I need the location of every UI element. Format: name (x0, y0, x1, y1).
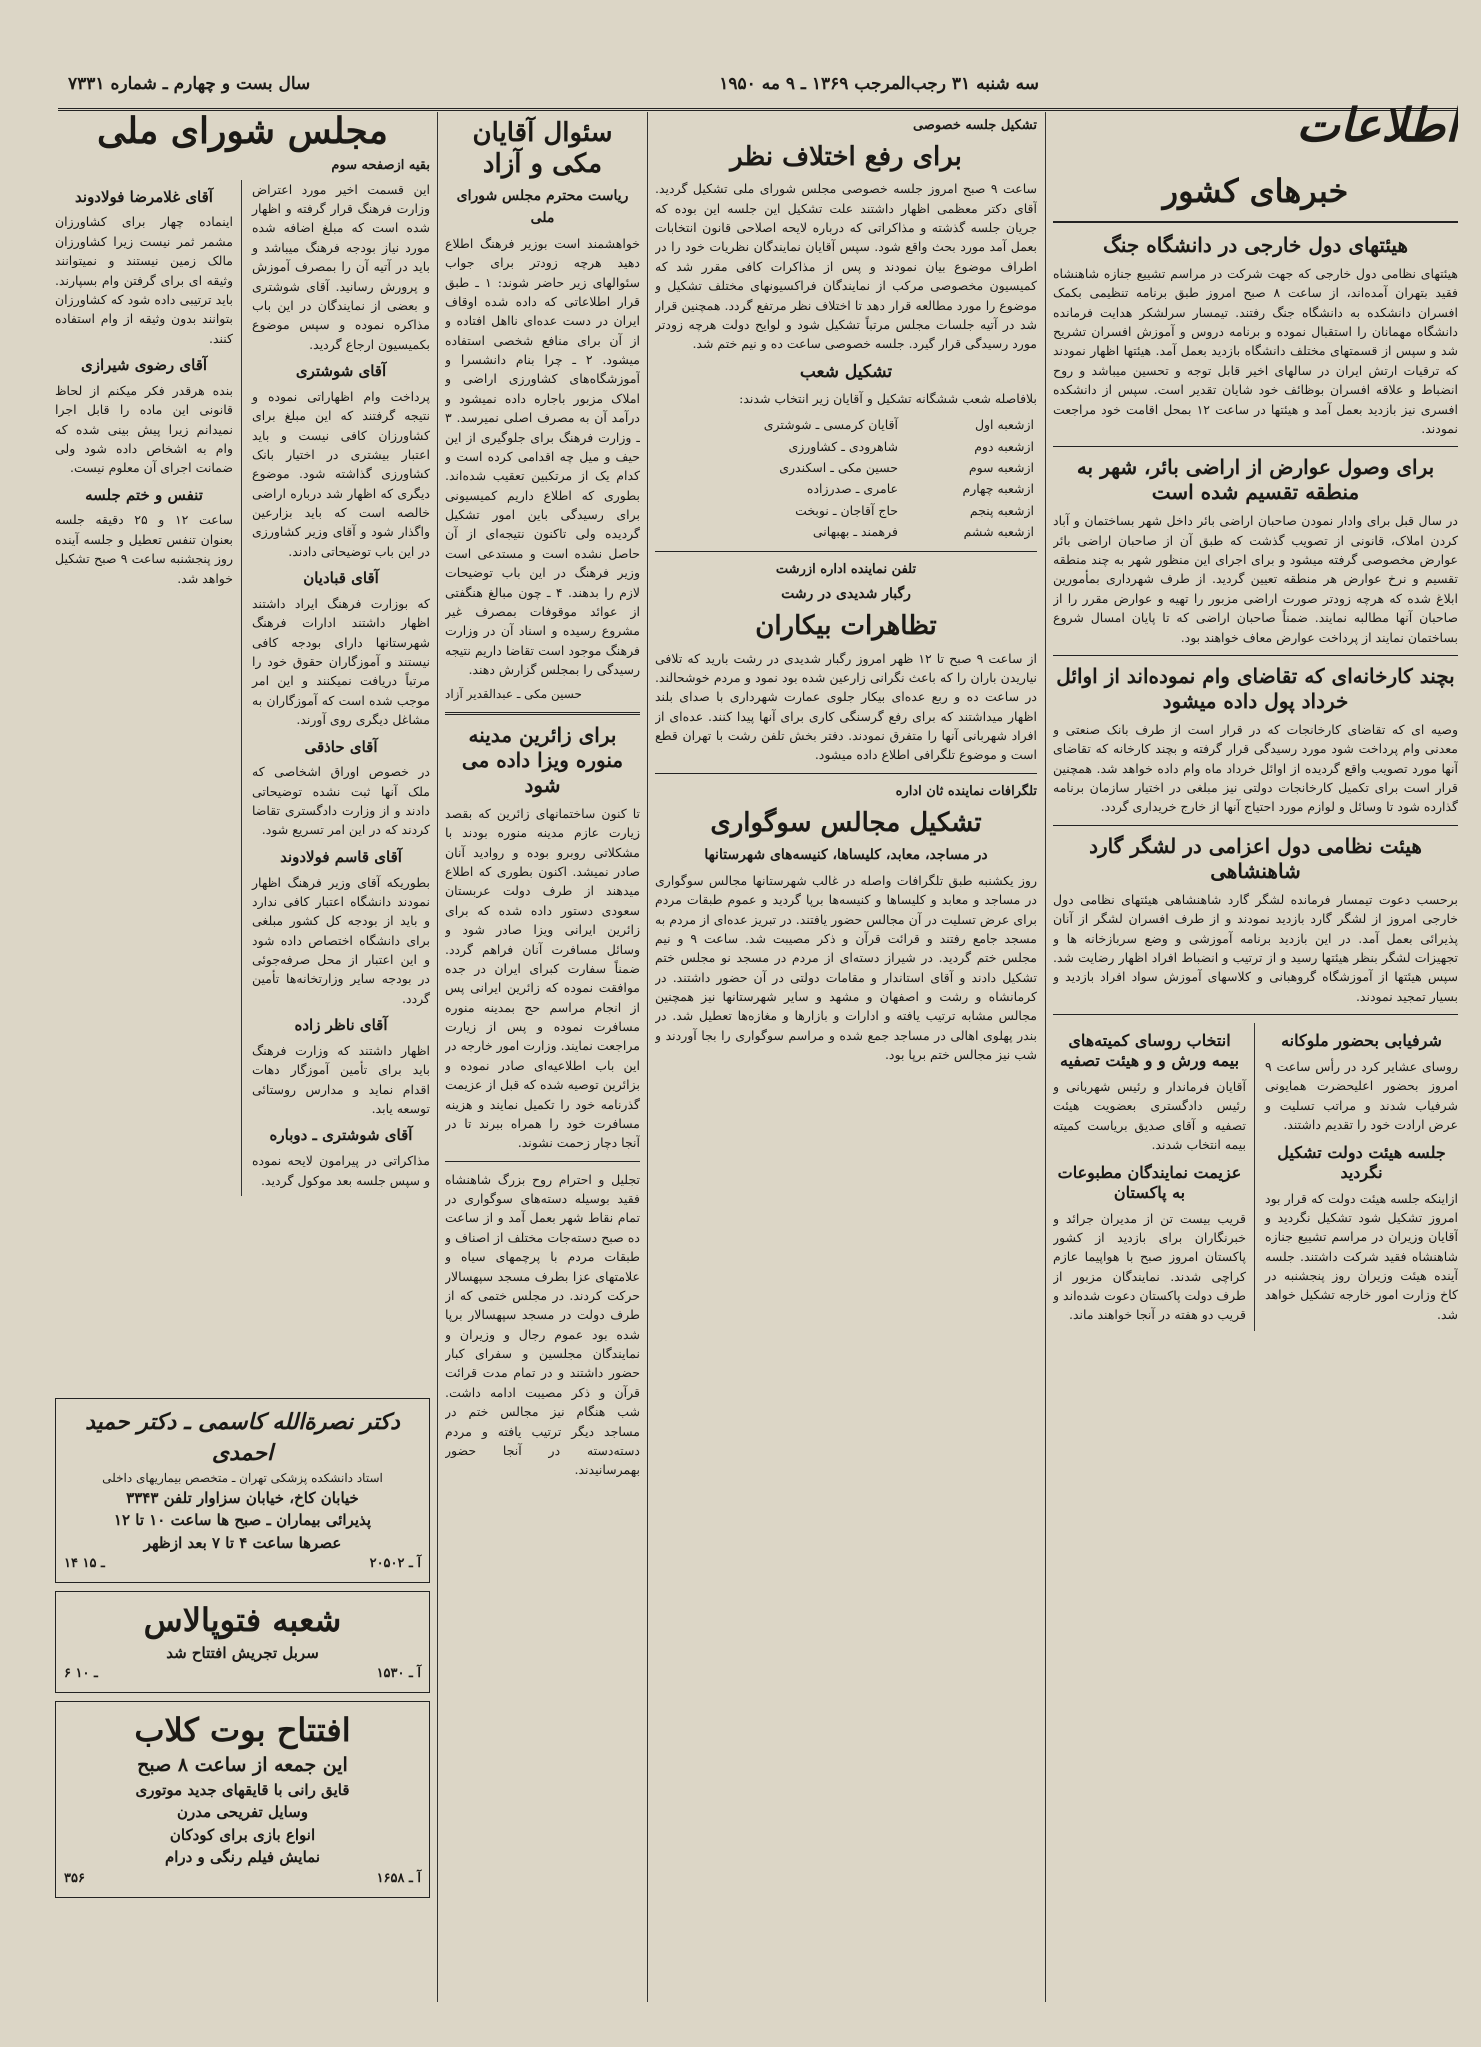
shifts-intro: بلافاصله شعب ششگانه تشکیل و آقایان زیر انتخاب شدند: (739, 390, 1037, 406)
shoba-cell: ازشعبه پنجم (969, 502, 1034, 518)
article-body: این قسمت اخیر مورد اعتراض وزارت فرهنگ قرار گرفته و اظهار شده است که مبلغ اضافه شده مورد نیاز بودجه فرهنگ میباشد و باید در آتیه آن را بمصرف آموزش و پرورش رسانید. آقای شوشتری و بعضی از نمایندگان در این باب مذاکره نموده و سپس موضوع بکمیسیون ارجاع گردید. (252, 181, 430, 352)
names-cell: آقایان کرمسی ـ شوشتری (763, 417, 899, 433)
article-heading: تظاهرات بیکاران (755, 611, 937, 642)
bottom-articles (1053, 1023, 1458, 1331)
doctor-codes (64, 1554, 421, 1574)
article-body: اظهار داشتند که وزارت فرهنگ باید برای تأمین آموزگار دهات اقدام نماید و مدارس روستائی توسعه یابد. (252, 1042, 430, 1117)
article-body: اینماده چهار برای کشاورزان مشمر ثمر نیست زیرا کشاورزان مالک زمین نیستند و نمیتوانند وثیقه ای برای گرفتن وام بسپارند. باید ترتیبی داده شود که کشاورزان بتوانند بدون وثیقه از وام استفاده کنند. (55, 214, 233, 346)
article-body: روسای عشایر کرد در رأس ساعت ۹ امروز بحضور اعلیحضرت همایونی شرفیاب شدند و مراتب تسلیت و عرض ارادت خود را تقدیم داشتند. (1265, 1059, 1458, 1133)
column-rule (437, 112, 438, 2002)
column-rule (1045, 112, 1046, 2002)
newspaper-logo: اطلاعات (1296, 98, 1458, 152)
doctor-address: خیابان کاخ، خیابان سزاوار تلفن ۳۳۴۳ (126, 1488, 359, 1507)
doctor-names: دکتر نصرة‌الله کاسمی ـ دکتر حمید احمدی (85, 1409, 400, 1466)
ad-subheading: این جمعه از ساعت ۸ صبح (137, 1754, 348, 1777)
ad-line: وسایل تفریحی مدرن (177, 1803, 308, 1822)
speaker-heading: آقای غلامرضا فولادوند (75, 187, 213, 206)
article-body: مذاکراتی در پیرامون لایحه نموده و سپس جلسه بعد موکول گردید. (252, 1153, 430, 1188)
boat-club-codes (64, 1869, 421, 1889)
ad-heading: شعبه فتوپالاس (143, 1601, 342, 1640)
ad-code: آ ـ ۱۶۵۸ (376, 1870, 421, 1886)
article-heading: هیئتهای دول خارجی در دانشگاه جنگ (1102, 232, 1409, 257)
article-heading: عزیمت نمایندگان مطبوعات به پاکستان (1057, 1162, 1242, 1202)
column-rule (647, 112, 648, 2002)
article-body: بطوریکه آقای وزیر فرهنگ اظهار نمودند دانشگاه اعتبار کافی ندارد و باید از بودجه کل کشور مبلغی برای دانشگاه اختصاص داده شود و این اعتبار از محل صرفه‌جوئی در بودجه سایر وزارتخانه‌ها تأمین گردد. (252, 874, 430, 1006)
article-body: ساعت ۹ صبح امروز جلسه خصوصی مجلس شورای ملی تشکیل گردید. آقای دکتر معظمی اظهار داشتند علت تشکیل این جلسه این بوده که جریان جلسه گذشته و مذاکراتی که درباره لایحه اصلاحی قانون انتخابات بعمل آمد مورد بحث واقع شود. سپس آقایان نمایندگان نظریات خود را در اطراف موضوع بیان نمودند و پس از مذاکرات کافی مقرر شد که کمیسیون مخصوصی مرکب از نمایندگان فراکسیونهای مختلف تشکیل و موضوع را مورد مطالعه قرار دهد تا اختلاف نظر مرتفع گردد. همچنین قرار شد در آتیه جلسات مجلس مرتباً تشکیل شود و لوایح دولت هرچه زودتر مورد رسیدگی قرار گیرد. جلسه خصوصی ساعت ده و نیم ختم شد. (655, 181, 1037, 352)
article-body: پرداخت وام اظهاراتی نموده و نتیجه گرفتند که این مبلغ برای کشاورزان کافی نیست و باید اعتبار بیشتری در اختیار بانک کشاورزی گذاشته شود. موضوع دیگری که اظهار شد درباره اراضی خالصه است که باید بزارعین واگذار شود و آقای وزیر کشاورزی در این باب توضیحاتی دادند. (252, 388, 430, 559)
divider (1053, 655, 1458, 656)
article-heading: برای رفع اختلاف نظر (730, 142, 962, 173)
article-body: از ساعت ۹ صبح تا ۱۲ ظهر امروز رگبار شدیدی در رشت بارید که تلافی نیاریدن باران را که باعث نگرانی زارعین شده بود نمود و مردم خوشحالند. در ساعت ده و ربع عده‌ای بیکار جلوی عمارت شهرداری با صدای بلند اظهار میداشتند که برای رفع گرسنگی کاری برای آنها پیدا کنند. عده‌ای از افراد شهربانی آنها را متفرق نمودند. دفتر بخش تلفن رشت با تهران قطع است و موضوع تلگرافی اطلاع داده میشود. (655, 650, 1037, 763)
divider (1053, 446, 1458, 447)
article-body: وصیه ای که تقاضای کارخانجات که در قرار است از طرف بانک صنعتی و معدنی وام پرداخت شود مورد رسیدگی قرار گرفته و بچند کارخانه که تقاضای آنها مورد تصویب واقع گردیده از اوائل خرداد ماه وام داده خواهد شد. همچنین قرار است برای تکمیل کارخانجات دولتی نیز مبلغی در اختیار سازمان برنامه گذارده شود تا وسائل و لوازم مورد احتیاج آنها از خارج خریداری گردد. (1053, 721, 1458, 815)
names-cell: حاج آقاجان ـ نوبخت (795, 502, 899, 518)
article-heading: جلسه هیئت دولت تشکیل نگردید (1277, 1142, 1446, 1182)
speaker-heading: آقای قاسم فولادوند (280, 847, 402, 866)
bottom-article-left (1053, 1023, 1255, 1331)
article-body: ازاینکه جلسه هیئت دولت که قرار بود امروز تشکیل شود تشکیل نگردید و آقایان وزیران در مراسم تشییع جنازه شاهنشاه فقید شرکت داشتند. جلسه آینده هیئت وزیران روز پنجشنبه در کاخ وزارت امور خارجه تشکیل خواهد شد. (1265, 1190, 1458, 1322)
ad-subheading: سربل تجریش افتتاح شد (166, 1643, 319, 1662)
doctor-title: استاد دانشکده پزشکی تهران ـ متخصص بیماریهای داخلی (102, 1470, 383, 1485)
article-heading: تشکیل مجالس سوگواری (710, 807, 982, 838)
divider (445, 1161, 640, 1162)
ad-line: نمایش فیلم رنگی و درام (164, 1848, 321, 1867)
section-title: خبرهای کشور (1053, 167, 1458, 223)
column-parliament (55, 112, 430, 1312)
article-heading: برای وصول عوارض از اراضی بائر، شهر به منطقه تقسیم شده است (1076, 455, 1435, 505)
shoba-cell: ازشعبه دوم (974, 438, 1034, 454)
article-body: هیئتهای نظامی دول خارجی که جهت شرکت در مراسم تشییع جنازه شاهنشاه فقید بتهران آمده‌اند، از ساعت ۸ صبح امروز طبق برنامه تنظیمی بکمک افسران دانشکده به دانشگاه جنگ رفتند. تیمسار سرلشکر هدایت فرمانده دانشگاه مهمانان را استقبال نموده و برنامه دروس و آموزش افسران تشریح شد و سپس از قسمتهای مختلف دانشگاه بازدید بعمل آمد. هیئتها اظهار نمودند که ترقیات ارتش ایران در سالهای اخیر قابل توجه و تحسین میباشد و روح انضباط و علاقه افسران بوظائف خود شایان تقدیر است. سپس از دانشکده افسری نیز بازدید بعمل آمد و هیئتها در ساعت ۱۲ بمحل اقامت خود مراجعت نمودند. (1053, 265, 1458, 436)
doctor-hours: عصرها ساعت ۴ تا ۷ بعد ازظهر (143, 1533, 342, 1552)
table-row (655, 457, 1037, 478)
parliament-subcolumn-right (252, 180, 430, 1196)
parliament-subcolumn-left (55, 180, 242, 1196)
photo-palace-codes (64, 1664, 421, 1684)
ad-line: انواع بازی برای کودکان (169, 1825, 316, 1844)
article-body: روز یکشنبه طبق تلگرافات واصله در غالب شهرستانها مجالس سوگواری در مساجد و معابد و کلیساها و کنیسه‌ها برپا گردید و عموم طبقات مردم برای عرض تسلیت در آن مجالس حضور یافتند. در تبریز عده‌ای از مردم به مسجد جامع رفتند و قرائت قرآن و ذکر مصیبت شد. ساعت ۹ و نیم مجلس ختم گردید. در شیراز دسته‌ای از مردم در مسجد نو مجلس ختم تشکیل دادند و آقای استاندار و مقامات دولتی در آن حضور داشتند. در کرمانشاه و رشت و اصفهان و مشهد و سایر شهرستانها نیز همچنین مجالس مشابه ترتیب یافته و ادارات و بازارها و مغازه‌ها تعطیل شد. در بندر پهلوی اهالی در مساجد جمع شده و مراسم سوگواری را بجا آوردند و شب نیز مجالس ختم برپا بود. (655, 872, 1037, 1063)
article-kicker: رگبار شدیدی در رشت (781, 585, 911, 602)
divider (1053, 825, 1458, 826)
table-row (655, 414, 1037, 435)
article-body: ساعت ۱۲ و ۲۵ دقیقه جلسه بعنوان تنفس تعطیل و جلسه آینده روز پنجشنبه ساعت ۹ صبح تشکیل خواهد شد. (55, 512, 233, 586)
names-cell: شاهرودی ـ کشاورزی (788, 438, 899, 454)
column-questions (445, 112, 640, 2002)
article-body: در خصوص اوراق اشخاصی که ملک آنها ثبت نشده توضیحاتی دادند و از وزارت دادگستری تقاضا کردند که در این امر تسریع شود. (252, 764, 430, 838)
table-row (655, 521, 1037, 542)
ad-code: ۶ ـ ۱۰ (64, 1666, 98, 1682)
speaker-heading: تنفس و ختم جلسه (85, 485, 203, 504)
ad-heading: افتتاح بوت کلاب (134, 1711, 351, 1750)
divider (655, 773, 1037, 774)
article-heading: شرفیابی بحضور ملوکانه (1281, 1031, 1442, 1051)
ad-code: آ ـ ۱۵۳۰ (376, 1666, 421, 1682)
article-kicker: تلگرافات نماینده ثان اداره (895, 783, 1037, 799)
parliament-subcolumns (55, 180, 430, 1196)
ad-code: ۱۴ ـ ۱۵ (64, 1556, 105, 1572)
article-heading: برای زائرین مدینه منوره ویزا داده می شود (461, 722, 624, 797)
article-heading: بچند کارخانه‌ای که تقاضای وام نموده‌اند از اوائل خرداد پول داده میشود (1056, 663, 1455, 713)
shoba-cell: ازشعبه سوم (968, 460, 1034, 476)
article-body: بنده هرقدر فکر میکنم از لحاظ قانونی این ماده را قابل اجرا نمیدانم زیرا پیش بینی شده که وام به اشخاص داده شود ولی ضمانت اجرای آن معلوم نیست. (55, 382, 233, 476)
article-signature: حسین مکی ـ عبدالقدیر آزاد (445, 687, 582, 702)
article-kicker: تشکیل جلسه خصوصی (912, 118, 1037, 133)
names-cell: حسین مکی ـ اسکندری (779, 460, 899, 476)
divider (445, 712, 640, 715)
divider (655, 551, 1037, 552)
speaker-heading: آقای قبادیان (303, 569, 379, 588)
article-body: که بوزارت فرهنگ ایراد داشتند اظهار داشتند ادارات فرهنگ شهرستانها دارای بودجه کافی نیستند و آموزگاران حقوق خود را مرتباً دریافت نمیکنند و این امر موجب شده است که آموزگاران به مشاغل دیگری روی آورند. (252, 595, 430, 728)
shifts-table (655, 414, 1037, 542)
article-body: تجلیل و احترام روح بزرگ شاهنشاه فقید بوسیله دسته‌های سوگواری در تمام نقاط شهر بعمل آمد و از ساعت ده صبح دسته‌جات مختلف از اصناف و طبقات مردم با پرچمهای سیاه و علامتهای عزا بطرف مسجد سپهسالار حرکت کردند. در مجلس ختمی که از طرف دولت در مسجد سپهسالار برپا شده بود عموم رجال و وزیران و نمایندگان مجلسین و سفرای کبار حضور داشتند و در تمام مدت قرائت قرآن و ذکر مصیبت ادامه داشت. شب هنگام نیز مجالس ختم در مساجد دیگر ترتیب یافته و مردم دسته‌دسته در آنجا حضور بهمرسانیدند. (445, 1171, 640, 1478)
article-subheading: در مساجد، معابد، کلیساها، کنیسه‌های شهرستانها (704, 847, 988, 864)
shifts-heading: تشکیل شعب (799, 361, 893, 382)
boat-club-ad (55, 1701, 430, 1897)
article-heading: انتخاب روسای کمیته‌های بیمه ورش و و هیئت تصفیه (1059, 1031, 1240, 1071)
ad-code: ۳۵۶ (64, 1870, 85, 1886)
article-subheading: ریاست محترم مجلس شورای ملی (456, 188, 629, 227)
names-cell: عامری ـ صدرزاده (806, 481, 899, 497)
bottom-article-right (1265, 1023, 1458, 1331)
article-body: در سال قبل برای وادار نمودن صاحبان اراضی بائر داخل شهر بساختمان و آباد کردن املاک، قانونی از تصویب گذشت که طبق آن از صاحبان اراضی بائر عوارض مخصوصی گرفته میشود و برای اجرای این منظور شهر به چند منطقه تقسیم و نرخ عوارض هر منطقه تعیین گردید. از طرف شهرداری بمأمورین ابلاغ شده که هرچه زودتر صورت اراضی مزبور را تهیه و عوارض مقرر را از صاحبان آنها مطالبه نمایند. ضمناً صاحبان اراضی که تا پایان امسال شروع بساختمان نمایند از پرداخت عوارض معاف خواهند بود. (1053, 513, 1458, 645)
article-body: قریب بیست تن از مدیران جرائد و خبرنگاران برای بازدید از کشور پاکستان امروز صبح با هواپیما عازم کراچی شدند. نمایندگان مزبور از طرف دولت پاکستان دعوت شده‌اند و قریب دو هفته در آنجا خواهند ماند. (1053, 1210, 1246, 1323)
names-cell: فرهمند ـ بهبهانی (812, 524, 899, 540)
article-body: خواهشمند است بوزیر فرهنگ اطلاع دهید هرچه زودتر برای جواب سئوالهای زیر حاضر شوند: ۱ ـ طبق قرار اطلاعاتی که داده شده اوقاف ایران در دست عده‌ای نااهل افتاده و از آن برای منافع شخصی استفاده میشود. ۲ ـ چرا بنام دانشسرا و آموزشگاه‌های کشاورزی اراضی و املاک مزبور باجاره داده نمیشود و درآمد آن به مصرف اصلی نمیرسد. ۳ ـ وزارت فرهنگ برای جلوگیری از این حیف و میل چه اقدامی کرده است و کدام یک از مرتکبین تعقیب شده‌اند. بطوری که اطلاع داریم کمیسیونی برای رسیدگی باین امور تشکیل گردیده ولی تاکنون نتیجه‌ای از آن حاصل نشده است و مستدعی است وزیر فرهنگ در این باب توضیحات لازم را بدهند. ۴ ـ چون مبالغ هنگفتی از عوائد موقوفات بمصرف غیر مشروع رسیده و اسناد آن در وزارت فرهنگ موجود است تقاضا داریم نتیجه رسیدگی را بمجلس گزارش دهند. (445, 235, 640, 677)
article-body: آقایان فرماندار و رئیس شهربانی و رئیس دادگستری بعضویت هیئت تصفیه و آقای صدیق بریاست کمیته بیمه انتخاب شدند. (1053, 1079, 1246, 1153)
ad-code: آ ـ ۲۰۵۰۲ (369, 1556, 421, 1572)
ad-line: قایق رانی با قایقهای جدید موتوری (135, 1780, 350, 1799)
doctor-hours: پذیرائی بیماران ـ صبح ها ساعت ۱۰ تا ۱۲ (113, 1511, 372, 1530)
table-row (655, 436, 1037, 457)
photo-palace-ad (55, 1591, 430, 1693)
speaker-heading: آقای رضوی شیرازی (80, 356, 208, 375)
article-body: برحسب دعوت تیمسار فرمانده لشگر گارد شاهنشاهی هیئتهای نظامی دول خارجی امروز از لشگر گارد بازدید نمودند و از طرف افسران لشگر از آنان پذیرائی بعمل آمد. در این بازدید برنامه آموزشی و وضع سربازخانه ها و تجهیزات لشگر بنظر هیئتها رسید و از ترتیب و انضباط افراد اظهار رضایت شد. سپس هیئتها از آموزشگاه گروهبانی و کلاسهای آموزش سواد افراد بازدید و بسیار تمجید نمودند. (1053, 891, 1458, 1004)
shoba-cell: ازشعبه اول (974, 417, 1034, 433)
shoba-cell: ازشعبه ششم (963, 524, 1034, 540)
column-parliament-session (655, 112, 1037, 2002)
speaker-heading: آقای شوشتری (295, 362, 387, 381)
column-national-news (1053, 90, 1458, 2010)
article-body: تا کنون ساختمانهای زائرین که بقصد زیارت عازم مدینه منوره بودند با مشکلاتی روبرو بوده و روادید آنان صادر نمیشد. اکنون بطوری که اطلاع میدهند از طرف دولت عربستان سعودی دستور داده شده که برای زائرین ایرانی ویزا صادر شود و وسائل مسافرت آنان فراهم گردد. ضمناً سفارت کبرای ایران در جده موافقت نموده که زائرین ایرانی پس از انجام مراسم حج بمدینه منوره مسافرت نموده و پس از زیارت مراجعت نمایند. وزارت امور خارجه در این باب اطلاعیه‌ای صادر نموده و بزائرین توصیه شده که قبل از عزیمت گذرنامه خود را تکمیل نمایند و هزینه مسافرت خود را همراه ببرند تا در آنجا دچار زحمت نشوند. (445, 805, 640, 1151)
speaker-heading: آقای شوشتری ـ دوباره (269, 1126, 413, 1145)
advertisements (55, 1390, 430, 2020)
divider (1053, 1014, 1458, 1015)
doctor-ad (55, 1398, 430, 1583)
speaker-heading: آقای حاذقی (304, 737, 378, 756)
shoba-cell: ازشعبه چهارم (962, 481, 1034, 497)
speaker-heading: آقای ناظر زاده (294, 1016, 388, 1035)
article-heading: سئوال آقایان مکی و آزاد (472, 118, 613, 180)
issue-number: سال بست و چهارم ـ شماره ۷۳۳۱ (68, 74, 311, 94)
issue-date: سه شنبه ۳۱ رجب‌المرجب ۱۳۶۹ ـ ۹ مه ۱۹۵۰ (719, 74, 1039, 94)
table-row (655, 478, 1037, 499)
article-heading: هیئت نظامی دول اعزامی در لشگر گارد شاهنشاهی (1089, 833, 1422, 883)
phone-note: تلفن نماینده اداره ازرشت (775, 561, 917, 577)
section-title: مجلس شورای ملی (97, 112, 388, 152)
table-row (655, 500, 1037, 521)
continued-note: بقیه ازصفحه سوم (331, 157, 430, 173)
